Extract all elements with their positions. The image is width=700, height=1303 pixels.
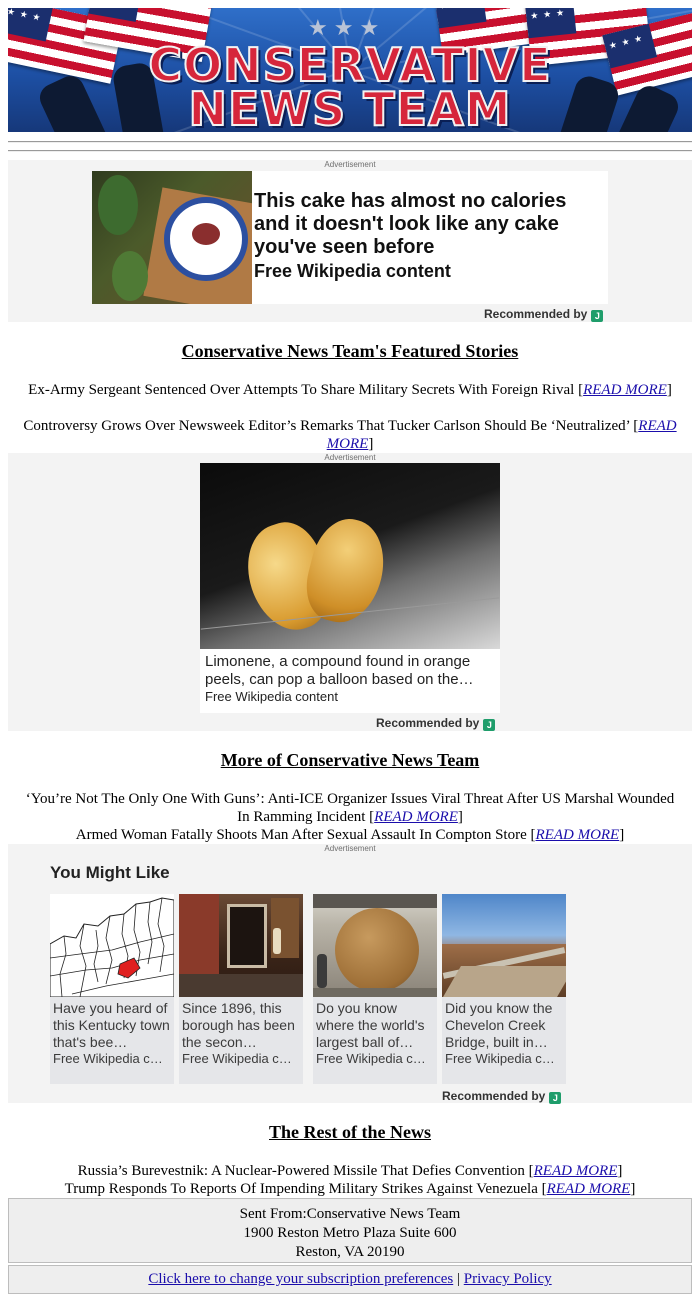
divider bbox=[8, 141, 692, 143]
recommendation-card[interactable] bbox=[313, 894, 437, 1084]
more-stories-title: More of Conservative News Team bbox=[220, 750, 480, 770]
ad-headline[interactable]: Limonene, a compound found in orange peels, can pop a balloon based on the… bbox=[205, 653, 474, 688]
banner-title-line1: CONSERVATIVE bbox=[148, 38, 552, 92]
header-banner bbox=[8, 8, 692, 132]
recommender-logo-icon: J bbox=[549, 1092, 561, 1104]
story-item: Controversy Grows Over Newsweek Editor’s Remarks That Tucker Carlson Should Be ‘Neutralized’ [READ MORE] bbox=[23, 418, 677, 452]
ad-headline[interactable]: This cake has almost no calories and it doesn't look like any cake you've seen before bbox=[254, 190, 567, 258]
address-line1: 1900 Reston Metro Plaza Suite 600 bbox=[243, 1225, 457, 1241]
card-image[interactable] bbox=[50, 894, 174, 997]
card-text[interactable]: Since 1896, this borough has been the secon… bbox=[182, 1000, 295, 1050]
ad-label: Advertisement bbox=[324, 844, 376, 853]
card-image[interactable] bbox=[313, 894, 437, 997]
recommended-by-label: Recommended by bbox=[376, 716, 480, 730]
ad-label: Advertisement bbox=[324, 453, 376, 462]
card-text[interactable]: Did you know the Chevelon Creek Bridge, built in… bbox=[445, 1000, 553, 1050]
advertisement-block bbox=[8, 844, 692, 1103]
divider bbox=[8, 150, 692, 152]
read-more-link[interactable]: READ MORE bbox=[546, 1181, 631, 1197]
story-item: Trump Responds To Reports Of Impending Military Strikes Against Venezuela [READ MORE] bbox=[64, 1181, 636, 1197]
ad-image[interactable] bbox=[200, 463, 500, 649]
ad-source: Free Wikipedia content bbox=[205, 689, 338, 704]
ad-label: Advertisement bbox=[324, 160, 376, 169]
read-more-link[interactable]: READ MORE bbox=[535, 827, 620, 843]
recommended-by[interactable] bbox=[376, 716, 495, 731]
read-more-link[interactable]: READ MORE bbox=[583, 382, 667, 398]
link-separator: | bbox=[456, 1271, 460, 1287]
card-source: Free Wikipedia c… bbox=[182, 1051, 292, 1066]
subscription-preferences-link[interactable]: Click here to change your subscription preferences bbox=[148, 1271, 454, 1287]
advertisement-block bbox=[8, 160, 692, 322]
banner-title-line2: NEWS TEAM bbox=[188, 82, 512, 132]
rest-of-news-title: The Rest of the News bbox=[269, 1122, 431, 1142]
featured-stories-title: Conservative News Team's Featured Stories bbox=[181, 341, 519, 361]
recommendation-card[interactable] bbox=[179, 894, 303, 1084]
card-source: Free Wikipedia c… bbox=[53, 1051, 163, 1066]
ad-image[interactable] bbox=[92, 171, 252, 304]
privacy-policy-link[interactable]: Privacy Policy bbox=[463, 1271, 552, 1287]
story-item: ‘You’re Not The Only One With Guns’: Anti-ICE Organizer Issues Viral Threat After US Marshal Wounded In Ramming Incident [READ MORE] bbox=[25, 791, 675, 825]
read-more-link[interactable]: READ MORE bbox=[326, 418, 677, 452]
recommendation-card[interactable] bbox=[50, 894, 174, 1084]
recommended-by-label: Recommended by bbox=[442, 1089, 546, 1103]
card-image[interactable] bbox=[442, 894, 566, 997]
story-item: Russia’s Burevestnik: A Nuclear-Powered Missile That Defies Convention [READ MORE] bbox=[77, 1163, 623, 1179]
recommendation-card[interactable] bbox=[442, 894, 566, 1084]
sent-from: Sent From:Conservative News Team bbox=[239, 1206, 461, 1222]
you-might-like-heading: You Might Like bbox=[50, 863, 170, 882]
read-more-link[interactable]: READ MORE bbox=[533, 1163, 618, 1179]
ad-card[interactable] bbox=[92, 171, 608, 304]
advertisement-block bbox=[8, 453, 692, 731]
read-more-link[interactable]: READ MORE bbox=[374, 809, 458, 825]
card-source: Free Wikipedia c… bbox=[316, 1051, 426, 1066]
recommended-by[interactable] bbox=[484, 307, 603, 322]
ad-source: Free Wikipedia content bbox=[254, 261, 451, 281]
stars-icon: ★★★ bbox=[308, 16, 386, 41]
ad-card[interactable] bbox=[200, 463, 500, 713]
card-image[interactable] bbox=[179, 894, 303, 997]
recommender-logo-icon: J bbox=[591, 310, 603, 322]
subscription-links-bar bbox=[8, 1265, 692, 1294]
card-source: Free Wikipedia c… bbox=[445, 1051, 555, 1066]
card-text[interactable]: Have you heard of this Kentucky town that's bee… bbox=[53, 1000, 170, 1050]
recommended-by[interactable] bbox=[442, 1089, 561, 1104]
card-text[interactable]: Do you know where the world's largest ball of… bbox=[316, 1000, 425, 1050]
recommender-logo-icon: J bbox=[483, 719, 495, 731]
story-item: Ex-Army Sergeant Sentenced Over Attempts To Share Military Secrets With Foreign Rival [READ MORE] bbox=[28, 382, 672, 398]
sender-address-box bbox=[8, 1198, 692, 1263]
recommended-by-label: Recommended by bbox=[484, 307, 588, 321]
story-item: Armed Woman Fatally Shoots Man After Sexual Assault In Compton Store [READ MORE] bbox=[75, 827, 625, 843]
address-line2: Reston, VA 20190 bbox=[295, 1244, 405, 1260]
